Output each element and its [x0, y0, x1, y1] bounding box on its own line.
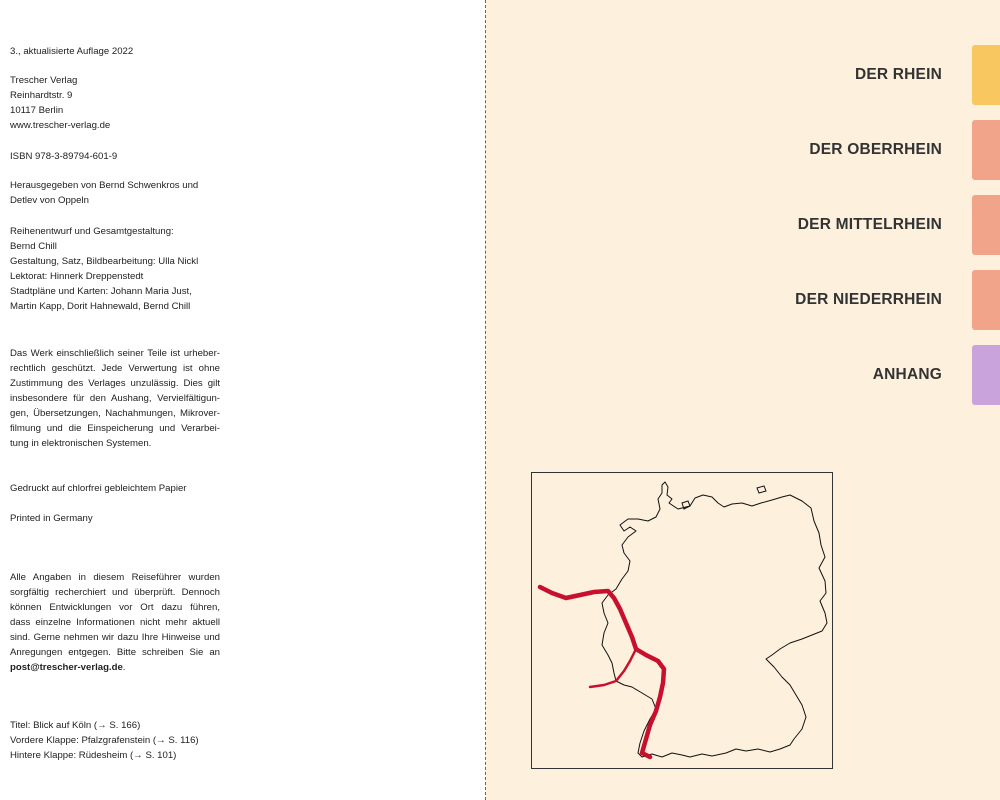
editors-line: Detlev von Oppeln [10, 195, 89, 206]
copyright-line: Zustimmung des Verlages unzulässig. Dies gilt [10, 378, 220, 389]
disclaimer-line: sind. Gerne nehmen wir dazu Ihre Hinweise und [10, 632, 220, 643]
rhine-river [540, 587, 664, 757]
chapter-color-tab [972, 345, 1000, 405]
chapter-anhang[interactable] [486, 345, 1000, 405]
chapter-der-niederrhein[interactable] [486, 270, 1000, 330]
chapter-color-tab [972, 120, 1000, 180]
publisher-street: Reinhardtstr. 9 [10, 90, 73, 101]
publisher-block [10, 73, 220, 133]
chapter-label: DER OBERRHEIN [809, 141, 942, 158]
printed-note: Printed in Germany [10, 513, 93, 524]
design-credits-block [10, 224, 220, 314]
design-line: Gestaltung, Satz, Bildbearbeitung: Ulla Nickl [10, 256, 199, 267]
left-page [0, 0, 485, 800]
contact-email-link[interactable]: post@trescher-verlag.de [10, 662, 123, 673]
chapter-der-mittelrhein[interactable] [486, 195, 1000, 255]
design-line: Stadtpläne und Karten: Johann Maria Just, [10, 286, 192, 297]
copyright-block [10, 346, 220, 451]
disclaimer-line: Alle Angaben in diesem Reiseführer wurden [10, 572, 220, 583]
germany-border [602, 482, 827, 757]
disclaimer-line: Anregungen entgegen. Bitte schreiben Sie an [10, 647, 220, 658]
paper-block [10, 481, 220, 496]
edition-block [10, 44, 220, 59]
copyright-line: filmung und die Einspeicherung und Verarbei- [10, 423, 220, 434]
design-line: Lektorat: Hinnerk Dreppenstedt [10, 271, 144, 282]
isbn-block [10, 149, 220, 164]
island-outline [682, 501, 690, 509]
publisher-name: Trescher Verlag [10, 75, 78, 86]
design-line: Reihenentwurf und Gesamtgestaltung: [10, 226, 174, 237]
copyright-line: rechtlich geschützt. Jede Verwertung ist ohne [10, 363, 220, 374]
disclaimer-line: können Entwicklungen vor Ort dazu führen, [10, 602, 220, 613]
publisher-city: 10117 Berlin [10, 105, 64, 116]
chapter-color-tab [972, 45, 1000, 105]
credit-line: Titel: Blick auf Köln (→ S. 166) [10, 720, 141, 731]
copyright-line: Das Werk einschließlich seiner Teile ist urheber- [10, 348, 220, 359]
credit-line: Vordere Klappe: Pfalzgrafenstein (→ S. 116) [10, 735, 199, 746]
isbn: ISBN 978-3-89794-601-9 [10, 151, 118, 162]
chapter-label: DER RHEIN [854, 66, 942, 83]
chapter-label: ANHANG [872, 366, 942, 383]
chapter-der-rhein[interactable] [486, 45, 1000, 105]
paper-note: Gedruckt auf chlorfrei gebleichtem Papier [10, 483, 187, 494]
island-outline [757, 486, 766, 493]
chapter-color-tab [972, 270, 1000, 330]
email-suffix: . [122, 662, 126, 673]
disclaimer-block [10, 570, 220, 675]
germany-rhine-map-svg [532, 473, 832, 768]
copyright-line: tung in elektronischen Systemen. [10, 438, 152, 449]
disclaimer-email-line [10, 660, 220, 675]
credit-line: Hintere Klappe: Rüdesheim (→ S. 101) [10, 750, 177, 761]
germany-rhine-map [531, 472, 833, 769]
editors-block [10, 178, 220, 208]
chapter-color-tab [972, 195, 1000, 255]
chapter-label: DER NIEDERRHEIN [795, 291, 942, 308]
printed-block [10, 511, 220, 526]
disclaimer-line: dass einzelne Informationen nicht mehr aktuell [10, 617, 220, 628]
design-line: Bernd Chill [10, 241, 57, 252]
edition: 3., aktualisierte Auflage 2022 [10, 46, 134, 57]
publisher-website: www.trescher-verlag.de [10, 120, 111, 131]
chapter-label: DER MITTELRHEIN [797, 216, 942, 233]
disclaimer-line: sorgfältig recherchiert und überprüft. Dennoch [10, 587, 220, 598]
editors-line: Herausgegeben von Bernd Schwenkros und [10, 180, 199, 191]
copyright-line: gen, Übersetzungen, Nachahmungen, Mikrover- [10, 408, 220, 419]
chapter-der-oberrhein[interactable] [486, 120, 1000, 180]
design-line: Martin Kapp, Dorit Hahnewald, Bernd Chill [10, 301, 191, 312]
image-credits-block [10, 718, 220, 763]
copyright-line: insbesondere für den Aushang, Vervielfältigun- [10, 393, 220, 404]
